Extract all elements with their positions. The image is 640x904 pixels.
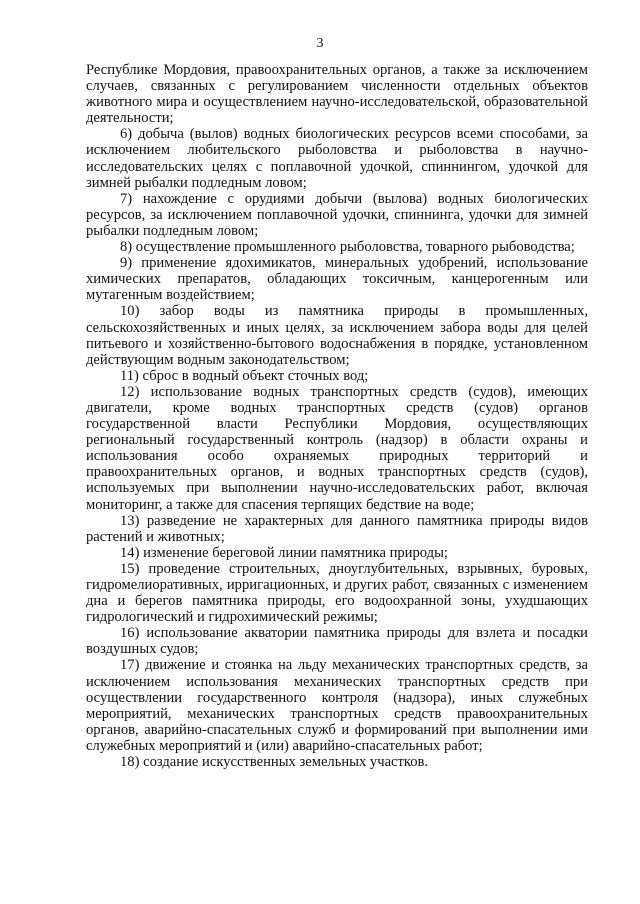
paragraph-item-14: 14) изменение береговой линии памятника природы;	[120, 544, 448, 561]
paragraph-item-7: 7) нахождение с орудиями добычи (вылова) водных биологических ресурсов, за исключением поплавочной удочки, спиннинга, удочки для зимней рыбалки подледным ловом;	[86, 190, 588, 239]
paragraph-item-9: 9) применение ядохимикатов, минеральных удобрений, использование химических препаратов, обладающих токсичным, канцерогенным или мутагенным воздействием;	[86, 255, 588, 304]
paragraph-item-16: 16) использование акватории памятника природы для взлета и посадки воздушных судов;	[86, 625, 588, 658]
paragraph-item-11: 11) сброс в водный объект сточных вод;	[120, 367, 369, 384]
paragraph-item-10: 10) забор воды из памятника природы в промышленных, сельскохозяйственных и иных целях, за исключением забора воды для целей питьевого и хозяйственно-бытового водоснабжения в порядке, установленном действующим водным законодательством;	[86, 303, 588, 368]
paragraph-continuation: Республике Мордовия, правоохранительных органов, а также за исключением случаев, связанных с регулированием численности отдельных объектов животного мира и осуществлением научно-исследовательской, образовательной деятельности;	[86, 62, 588, 127]
paragraph-item-13: 13) разведение не характерных для данного памятника природы видов растений и животных;	[86, 512, 588, 545]
paragraph-item-17: 17) движение и стоянка на льду механических транспортных средств, за исключением использования механических транспортных средств при осуществлении государственного контроля (надзора), иных служебных мероприятий, механических транспортных средств правоохранительных органов, аварийно-спасательных служб и формирований при выполнении ими служебных мероприятий и (или) аварийно-спасательных работ;	[86, 657, 588, 754]
paragraph-item-8: 8) осуществление промышленного рыболовства, товарного рыбоводства;	[120, 239, 575, 256]
paragraph-item-12: 12) использование водных транспортных средств (судов), имеющих двигатели, кроме водных транспортных средств (судов) органов государственной власти Республики Мордовия, осуществляющих региональный государственный контроль (надзор) в области охраны и использования особо охраняемых природных территорий и правоохранительных органов, и водных транспортных средств (судов), используемых при выполнении научно-исследовательских работ, включая мониторинг, а также для спасения терпящих бедствие на воде;	[86, 383, 588, 513]
page-number: 3	[316, 36, 324, 51]
paragraph-item-18: 18) создание искусственных земельных участков.	[120, 754, 429, 771]
document-body	[86, 62, 588, 770]
paragraph-item-6: 6) добыча (вылов) водных биологических ресурсов всеми способами, за исключением любительского рыболовства и рыболовства в научно-исследовательских целях с поплавочной удочкой, спиннингом, удочкой для зимней рыбалки подледным ловом;	[86, 126, 588, 191]
paragraph-item-15: 15) проведение строительных, дноуглубительных, взрывных, буровых, гидромелиоративных, ирригационных, и других работ, связанных с изменением дна и берегов памятника природы, его водоохранной зоны, ухудшающих гидрологический и гидрохимический режимы;	[86, 560, 588, 626]
